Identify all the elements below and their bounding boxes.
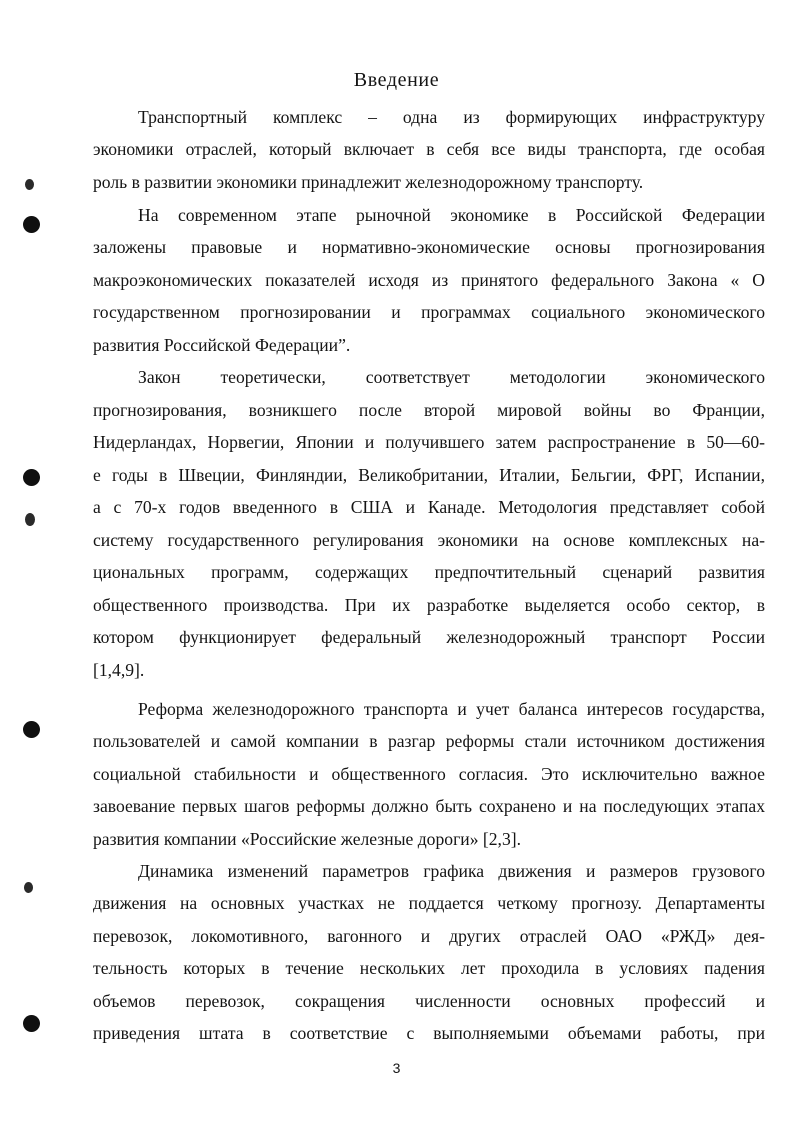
- punch-hole-mark: [23, 721, 40, 738]
- text-line: макроэкономических показателей исходя из принятого федерального Закона « О: [93, 270, 765, 290]
- punch-hole-mark: [23, 216, 40, 233]
- text-line: Нидерландах, Норвегии, Японии и получившего затем распространение в 50—60-: [93, 432, 765, 452]
- punch-hole-mark: [23, 1015, 40, 1032]
- text-line: экономики отраслей, который включает в себя все виды транспорта, где особая: [93, 139, 765, 159]
- text-line: завоевание первых шагов реформы должно быть сохранено и на последующих этапах: [93, 796, 765, 816]
- text-line: государственном прогнозировании и программах социального экономического: [93, 302, 765, 322]
- text-line: движения на основных участках не поддается четкому прогнозу. Департаменты: [93, 893, 765, 913]
- text-line: развития Российской Федерации”.: [93, 335, 351, 355]
- page-number: 3: [392, 1060, 401, 1076]
- text-line: пользователей и самой компании в разгар реформы стали источником достижения: [93, 731, 765, 751]
- text-line: заложены правовые и нормативно-экономические основы прогнозирования: [93, 237, 765, 257]
- text-line: роль в развитии экономики принадлежит железнодорожному транспорту.: [93, 172, 644, 192]
- text-line: На современном этапе рыночной экономике в Российской Федерации: [138, 205, 765, 225]
- scan-speck-mark: [25, 513, 35, 526]
- text-line: объемов перевозок, сокращения численности основных профессий и: [93, 991, 765, 1011]
- punch-hole-mark: [23, 469, 40, 486]
- text-line: котором функционирует федеральный железнодорожный транспорт России: [93, 627, 765, 647]
- text-line: развития компании «Российские железные дороги» [2,3].: [93, 829, 522, 849]
- page-title: Введение: [353, 69, 440, 91]
- text-line: Закон теоретически, соответствует методологии экономического: [138, 367, 765, 387]
- text-line: перевозок, локомотивного, вагонного и других отраслей ОАО «РЖД» дея-: [93, 926, 765, 946]
- text-line: циональных программ, содержащих предпочтительный сценарий развития: [93, 562, 765, 582]
- text-line: Транспортный комплекс – одна из формирующих инфраструктуру: [138, 107, 765, 127]
- text-line: социальной стабильности и общественного согласия. Это исключительно важное: [93, 764, 765, 784]
- text-line: систему государственного регулирования экономики на основе комплексных на-: [93, 530, 765, 550]
- text-line: приведения штата в соответствие с выполняемыми объемами работы, при: [93, 1023, 765, 1043]
- text-line: е годы в Швеции, Финляндии, Великобритании, Италии, Бельгии, ФРГ, Испании,: [93, 465, 765, 485]
- text-line: а с 70-х годов введенного в США и Канаде. Методология представляет собой: [93, 497, 765, 517]
- text-line: прогнозирования, возникшего после второй мировой войны во Франции,: [93, 400, 765, 420]
- text-line: общественного производства. При их разработке выделяется особо сектор, в: [93, 595, 765, 615]
- text-line: Динамика изменений параметров графика движения и размеров грузового: [138, 861, 765, 881]
- text-line: Реформа железнодорожного транспорта и учет баланса интересов государства,: [138, 699, 765, 719]
- scan-speck-mark: [25, 179, 34, 190]
- text-line: [1,4,9].: [93, 660, 145, 680]
- scan-speck-mark: [24, 882, 33, 893]
- text-line: тельность которых в течение нескольких лет проходила в условиях падения: [93, 958, 765, 978]
